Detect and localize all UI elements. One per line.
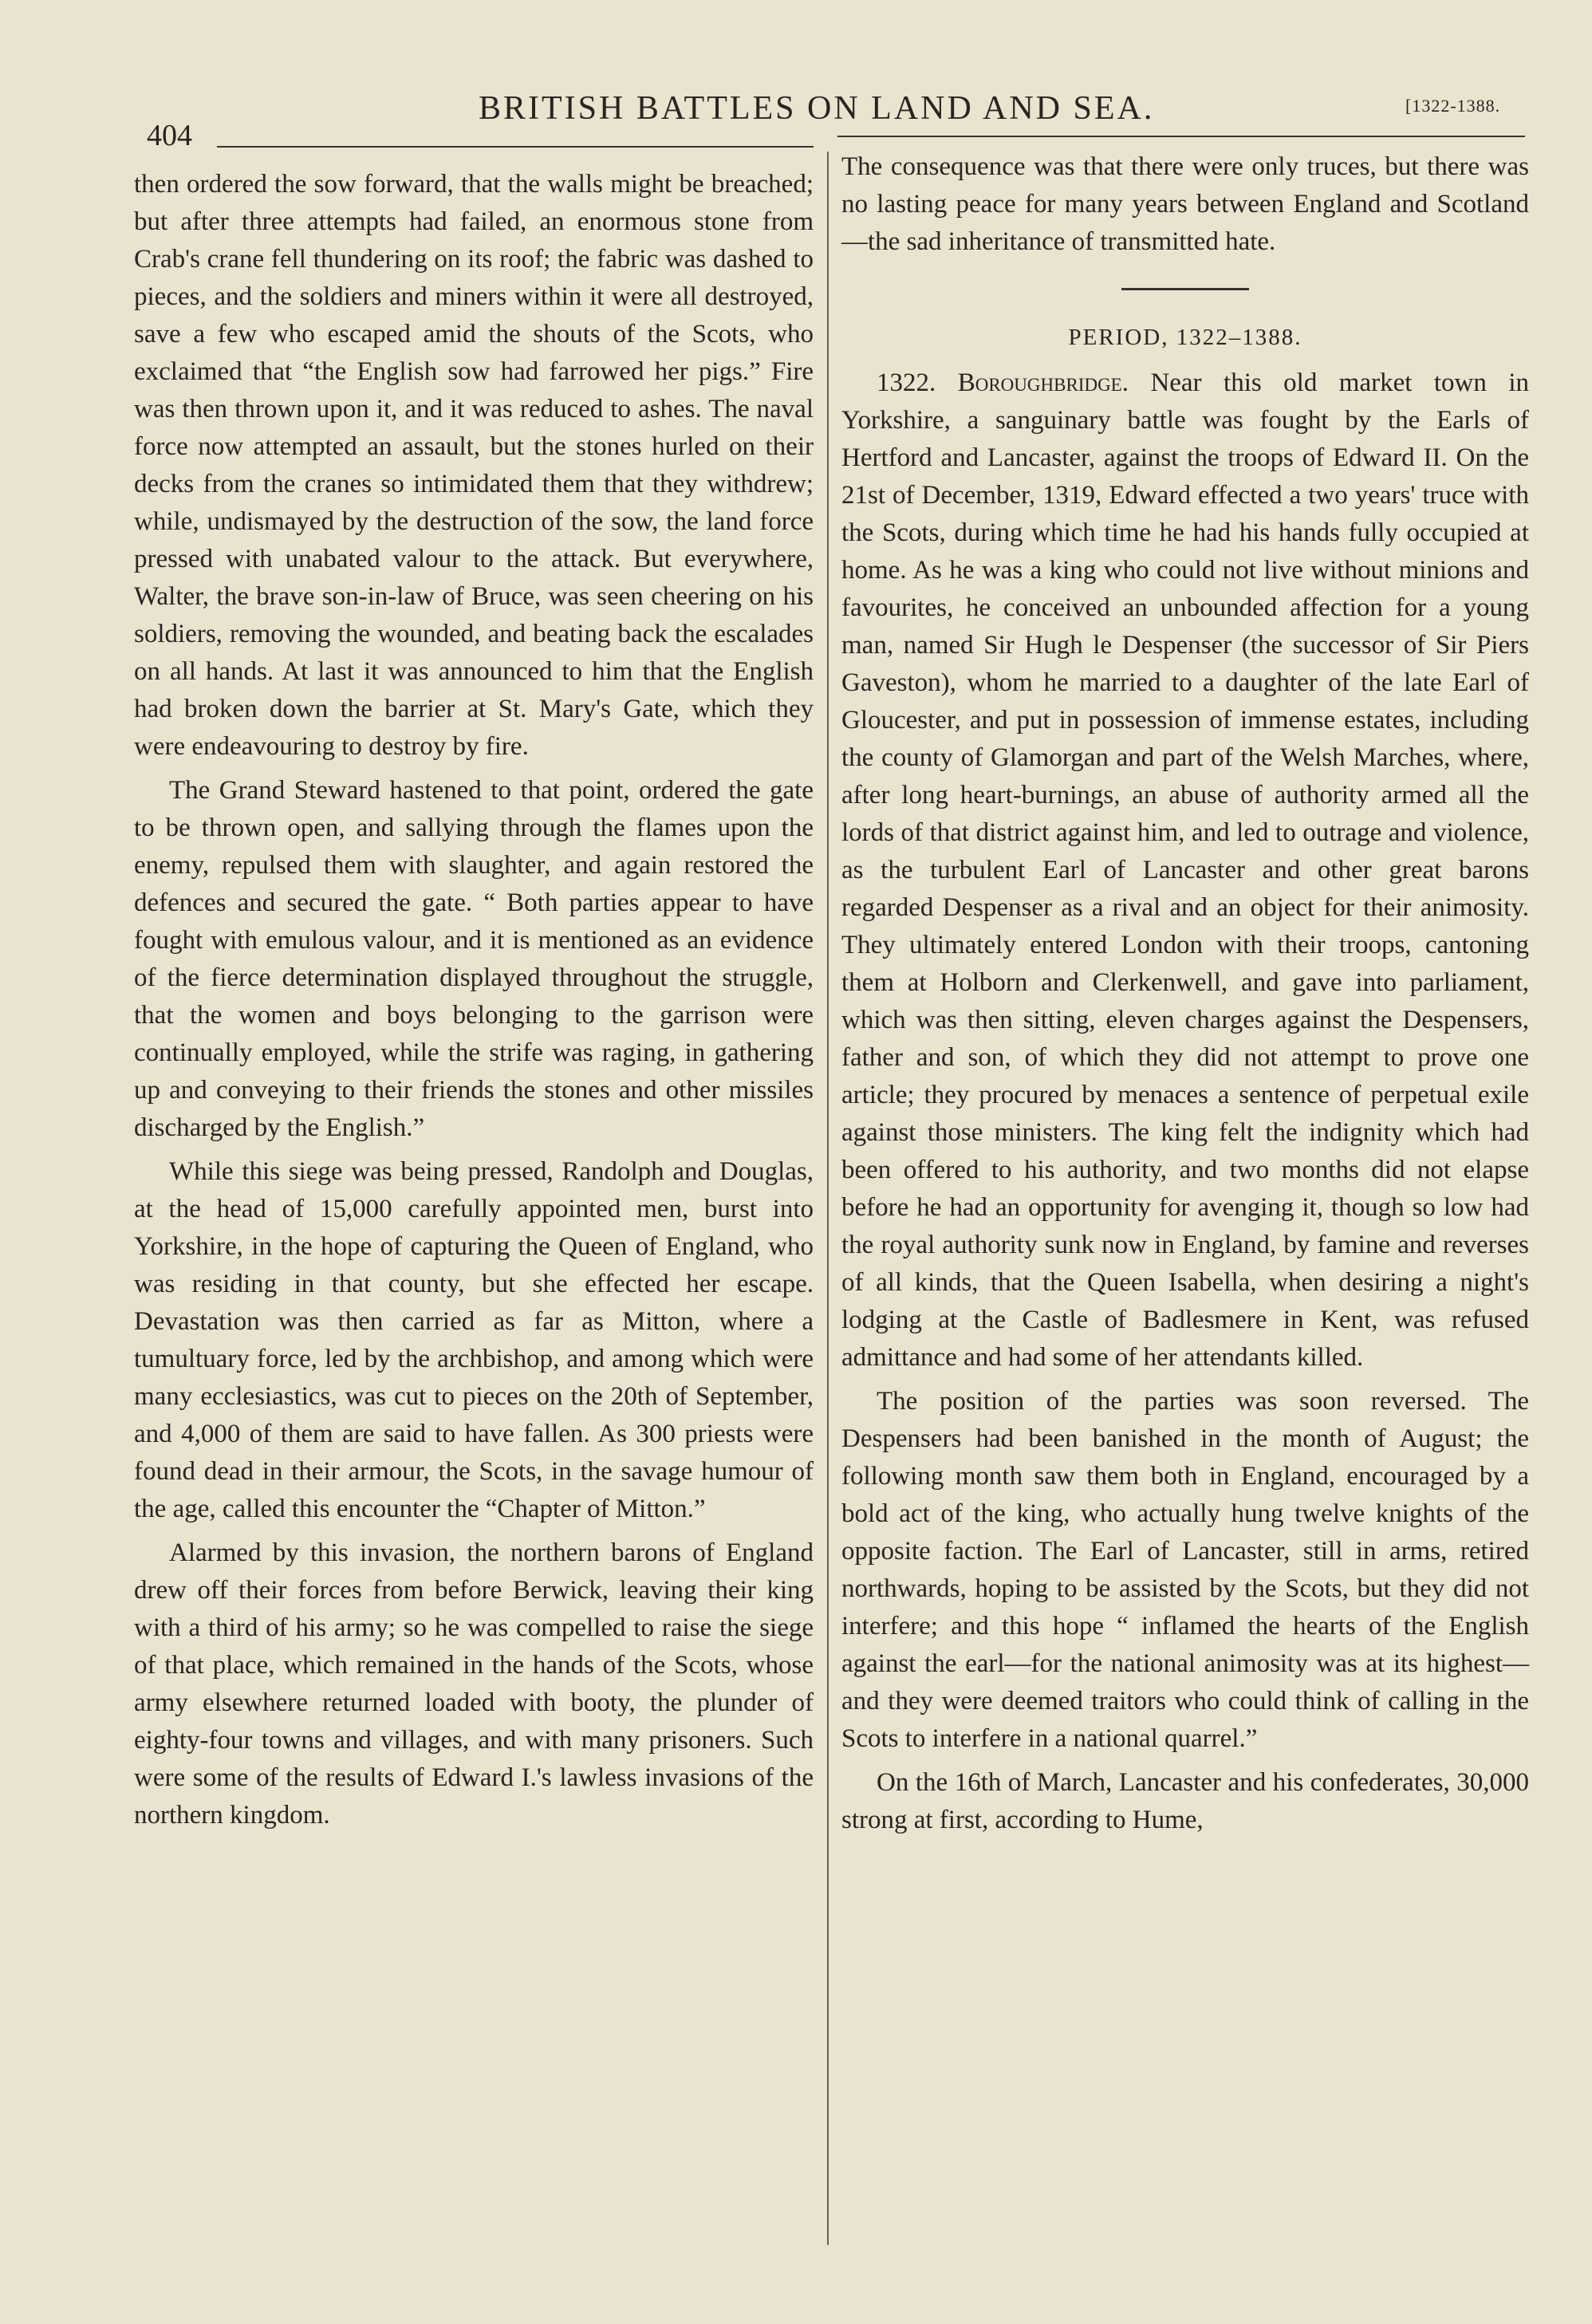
entry-text: Near this old market town in Yorkshire, a sanguinary battle was fought by the Earls of Hertford and Lancaster, against the troops of Edward II. On the 21st of December, 1319, Edward effected a two years' truce with the Scots, during which time he had his hands fully occupied at home. As he was a king who could not live without minions and favourites, he conceived an unbounded affection for a young man, named Sir Hugh le Despenser (the successor of Sir Piers Gaveston), whom he married to a daughter of the late Earl of Gloucester, and put in possession of immense estates, including the county of Glamorgan and part of the Welsh Marches, where, after long heart-burnings, an abuse of authority armed all the lords of that district against him, and led to outrage and violence, as the turbulent Earl of Lancaster and other great barons regarded Despenser as a rival and an object for their animosity. They ultimately entered London with their troops, cantoning them at Holborn and Clerkenwell, and gave into parliament, which was then sitting, eleven charges against the Despensers, father and son, of which they did not attempt to prove one article; they procured by menaces a sentence of perpetual exile against those ministers. The king felt the indignity which had been offered to his authority, and two months did not elapse before he had an opportunity for avenging it, though so low had the royal authority sunk now in England, by famine and reverses of all kinds, that the Queen Isabella, when desiring a night's lodging at the Castle of Badlesmere in Kent, was refused admittance and had some of her attendants killed. — [841, 368, 1530, 1372]
column-divider — [827, 152, 829, 2245]
paragraph-boroughbridge — [841, 364, 1529, 1377]
page-header — [0, 0, 1592, 160]
header-rule-right — [837, 136, 1525, 137]
paragraph: The consequence was that there were only truces, but there was no lasting peace for many years between England and Scotland—the sad inheritance of transmitted hate. — [841, 152, 1529, 256]
page-number: 404 — [147, 119, 192, 152]
paragraph: On the 16th of March, Lancaster and his confederates, 30,000 strong at first, according to Hume, — [841, 1768, 1529, 1834]
right-column — [841, 148, 1529, 1845]
running-title: BRITISH BATTLES ON LAND AND SEA. — [479, 90, 1155, 127]
left-column — [134, 166, 814, 1841]
header-rule-left — [217, 146, 814, 148]
entry-place: Boroughbridge. — [957, 368, 1129, 397]
paragraph: The Grand Steward hastened to that point, ordered the gate to be thrown open, and sallying through the flames upon the enemy, repulsed them with slaughter, and again restored the defences and secured the gate. “ Both parties appear to have fought with emulous valour, and it is mentioned as an evidence of the fierce determination displayed throughout the struggle, that the women and boys belonging to the garrison were continually employed, while the strife was raging, in gathering up and conveying to their friends the stones and other missiles discharged by the English.” — [134, 776, 814, 1142]
paragraph: The position of the parties was soon reversed. The Despensers had been banished in the month of August; the following month saw them both in England, encouraged by a bold act of the king, who actually hung twelve knights of the opposite faction. The Earl of Lancaster, still in arms, retired northwards, hoping to be assisted by the Scots, but they did not interfere; and this hope “ inflamed the hearts of the English against the earl—for the national animosity was at its highest—and they were deemed traitors who could think of calling in the Scots to interfere in a national quarrel.” — [841, 1387, 1529, 1753]
paragraph: then ordered the sow forward, that the walls might be breached; but after three attempts had failed, an enormous stone from Crab's crane fell thundering on its roof; the fabric was dashed to pieces, and the soldiers and miners within it were all destroyed, save a few who escaped amid the shouts of the Scots, who exclaimed that “the English sow had farrowed her pigs.” Fire was then thrown upon it, and it was reduced to ashes. The naval force now attempted an assault, but the stones hurled on their decks from the cranes so intimidated them that they withdrew; while, undismayed by the destruction of the sow, the land force pressed with unabated valour to the attack. But everywhere, Walter, the brave son-in-law of Bruce, was seen cheering on his soldiers, removing the wounded, and beating back the escalades on all hands. At last it was announced to him that the English had broken down the barrier at St. Mary's Gate, which they were endeavouring to destroy by fire. — [134, 170, 814, 761]
period-heading: PERIOD, 1322–1388. — [1068, 325, 1302, 350]
entry-year: 1322. — [877, 368, 936, 397]
paragraph: Alarmed by this invasion, the northern barons of England drew off their forces from before Berwick, leaving their king with a third of his army; so he was compelled to raise the siege of that place, which remained in the hands of the Scots, whose army elsewhere returned loaded with booty, the plunder of eighty-four towns and villages, and with many prisoners. Such were some of the results of Edward I.'s lawless invasions of the northern kingdom. — [134, 1538, 814, 1830]
paragraph: While this siege was being pressed, Randolph and Douglas, at the head of 15,000 carefully appointed men, burst into Yorkshire, in the hope of capturing the Queen of England, who was residing in that county, but she effected her escape. Devastation was then carried as far as Mitton, where a tumultuary force, led by the archbishop, and among which were many ecclesiastics, was cut to pieces on the 20th of September, and 4,000 of them are said to have fallen. As 300 priests were found dead in their armour, the Scots, in the savage humour of the age, called this encounter the “Chapter of Mitton.” — [134, 1157, 814, 1523]
date-range: [1322-1388. — [1405, 96, 1501, 116]
section-divider — [1121, 288, 1249, 290]
